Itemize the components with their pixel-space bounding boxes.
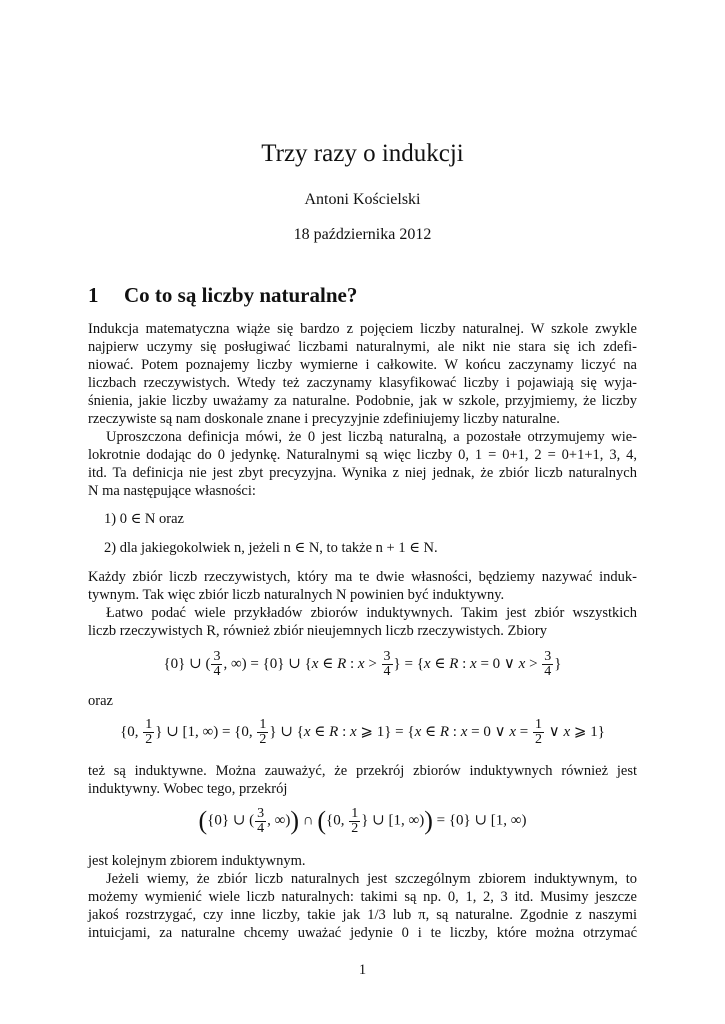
text-line: lokrotnie dodając do 0 jedynkę. Naturalnymi są więc liczby 0, 1 = 0+1, 2 = 0+1+1, 3, 4,: [88, 447, 637, 463]
equation-2: {0, $\frac{1}{2}$ } ∪ [1, ∞) = {0, $\frac{1}{2}$ } ∪ {x ∈ R : x ⩾ 1} = {x ∈ R : x = 0 ∨ x = $\frac{1}{2}$ ∨ x ⩾ 1}: [120, 717, 605, 747]
text-line: śnienia, jakie liczby uważamy za naturalne. Podobnie, jak w szkole, przyjmiemy, że liczby: [88, 393, 637, 409]
text-line: N ma następujące własności:: [88, 483, 256, 499]
section-title: Co to są liczby naturalne?: [124, 283, 358, 307]
list-item-2: 2) dla jakiegokolwiek n, jeżeli n ∈ N, to także n + 1 ∈ N.: [104, 540, 438, 556]
text-line: liczb rzeczywistych R, również zbiór nieujemnych liczb rzeczywistych. Zbiory: [88, 623, 547, 639]
text-line: Indukcja matematyczna wiąże się bardzo z pojęciem liczby naturalnej. W szkole zwykle: [88, 321, 637, 337]
text-line: Łatwo podać wiele przykładów zbiorów induktywnych. Takim jest zbiór wszystkich: [106, 605, 637, 621]
oraz-line: oraz: [88, 693, 113, 709]
equation-3: ({0} ∪ ( $\frac{3}{4}$ , ∞)) ∩ ({0, $\frac{1}{2}$ } ∪ [1, ∞)) = {0} ∪ [1, ∞): [198, 805, 527, 836]
text-line: też są induktywne. Można zauważyć, że przekrój zbiorów induktywnych również jest: [88, 763, 637, 779]
text-line: możemy wymienić wiele liczb naturalnych: takimi są np. 0, 1, 2, 3 itd. Musimy jeszcze: [88, 889, 637, 905]
paragraph-1: [88, 320, 637, 428]
text-line: tywnym. Tak więc zbiór liczb naturalnych N powinien być induktywny.: [88, 587, 505, 603]
text-line: intuicjami, za naturalne chcemy uważać jedynie 0 i te liczby, które można otrzymać: [88, 925, 637, 941]
paragraph-3: [88, 568, 637, 604]
page-number: 1: [358, 962, 367, 978]
text-line: itd. Ta definicja nie jest zbyt precyzyjna. Wynika z niej jednak, że zbiór liczb naturalnych: [88, 465, 637, 481]
equation-1: {0} ∪ ( $\frac{3}{4}$ , ∞) = {0} ∪ {x ∈ R : x > $\frac{3}{4}$ } = {x ∈ R : x = 0 ∨ x > $\frac{3}{4}$ }: [163, 649, 562, 679]
text-line: Uproszczona definicja mówi, że 0 jest liczbą naturalną, a pozostałe otrzymujemy wie-: [106, 429, 637, 445]
text-line: niować. Potem poznajemy liczby wymierne i całkowite. W końcu zaczynamy liczyć na: [88, 357, 637, 373]
section-heading: [88, 283, 357, 308]
text-line: Jeżeli wiemy, że zbiór liczb naturalnych jest szczególnym zbiorem induktywnym, to: [106, 871, 637, 887]
text-line: rzeczywiste są nam doskonale znane i precyzyjnie zdefiniujemy liczby naturalne.: [88, 411, 560, 427]
paragraph-2: [88, 428, 637, 500]
paragraph-6: jest kolejnym zbiorem induktywnym.: [88, 853, 306, 869]
paper-date: 18 października 2012: [293, 226, 432, 243]
text-line: najpierw uczymy się posługiwać liczbami naturalnymi, ale nikt nie stara się ich zdefi-: [88, 339, 637, 355]
paragraph-4: [88, 604, 637, 640]
section-number: 1: [88, 283, 99, 307]
list-item-1: 1) 0 ∈ N oraz: [104, 511, 184, 527]
paper-title: Trzy razy o indukcji: [261, 140, 464, 167]
paper-author: Antoni Kościelski: [304, 191, 421, 208]
paragraph-5: [88, 762, 637, 798]
text-line: liczbach rzeczywistych. Wtedy też zaczynamy klasyfikować liczby i pojawiają się wyja-: [88, 375, 637, 391]
paragraph-7: [88, 870, 637, 942]
text-line: induktywny. Wobec tego, przekrój: [88, 781, 288, 797]
text-line: jakoś rozstrzygać, czy inne liczby, takie jak 1/3 lub π, są naturalne. Zgodnie z naszymi: [88, 907, 637, 923]
text-line: Każdy zbiór liczb rzeczywistych, który ma te dwie własności, będziemy nazywać induk-: [88, 569, 637, 585]
